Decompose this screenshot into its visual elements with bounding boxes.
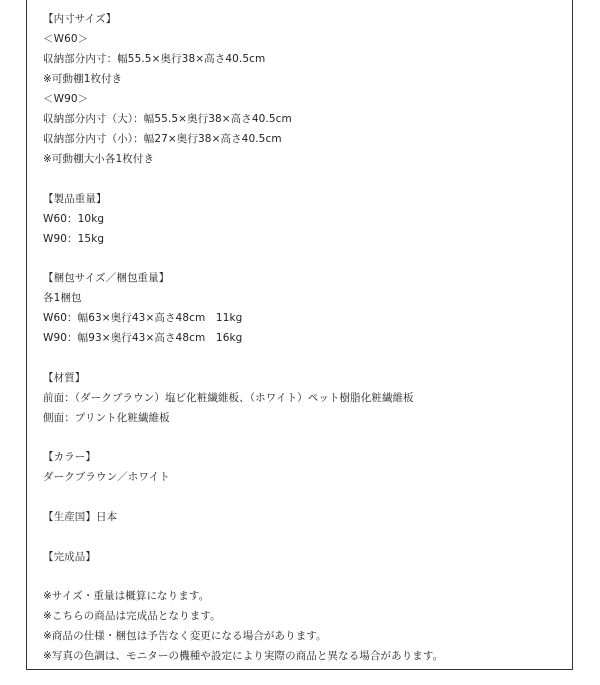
- note-approximate: ※サイズ・重量は概算になります。: [43, 590, 210, 603]
- w60-package: W60：幅63×奥行43×高さ48cm 11kg: [43, 312, 243, 325]
- spacer: [43, 567, 563, 587]
- material-front: 前面：（ダークブラウン）塩ビ化粧繊維板、（ホワイト）ペット樹脂化粧繊維板: [43, 391, 414, 404]
- assembly-heading: 【完成品】: [43, 550, 96, 563]
- w60-label: ＜W60＞: [43, 33, 89, 45]
- origin-line: 【生産国】日本: [43, 510, 118, 523]
- note-spec-change: ※商品の仕様・梱包は予告なく変更になる場合があります。: [43, 630, 327, 643]
- w90-label: ＜W90＞: [43, 93, 89, 105]
- spacer: [43, 487, 563, 507]
- spacer: [43, 348, 563, 368]
- note-assembled: ※こちらの商品は完成品となります。: [43, 610, 221, 623]
- w60-shelf-note: ※可動棚1枚付き: [43, 73, 123, 85]
- material-heading: 【材質】: [43, 371, 86, 384]
- package-count: 各1梱包: [43, 292, 82, 305]
- material-side: 側面：プリント化粧繊維板: [43, 411, 170, 424]
- w90-package: W90：幅93×奥行43×高さ48cm 16kg: [43, 332, 243, 345]
- w60-weight: W60：10kg: [43, 212, 105, 225]
- package-heading: 【梱包サイズ／梱包重量】: [43, 272, 170, 285]
- w90-storage-small-size: 収納部分内寸（小）：幅27×奥行38×高さ40.5cm: [43, 133, 282, 145]
- spec-body: [43, 9, 563, 666]
- spacer: [43, 428, 563, 448]
- spacer: [43, 527, 563, 547]
- note-color-tone: ※写真の色調は、モニターの機種や設定により実際の商品と異なる場合があります。: [43, 650, 444, 663]
- w90-weight: W90：15kg: [43, 232, 105, 245]
- color-heading: 【カラー】: [43, 451, 96, 464]
- w90-storage-large-size: 収納部分内寸（大）：幅55.5×奥行38×高さ40.5cm: [43, 113, 292, 125]
- product-weight-heading: 【製品重量】: [43, 192, 107, 205]
- inner-size-heading: 【内寸サイズ】: [43, 13, 117, 25]
- color-values: ダークブラウン／ホワイト: [43, 471, 170, 484]
- spacer: [43, 249, 563, 269]
- w60-storage-size: 収納部分内寸：幅55.5×奥行38×高さ40.5cm: [43, 53, 266, 65]
- spacer: [43, 169, 563, 189]
- w90-shelf-note: ※可動棚大小各1枚付き: [43, 153, 155, 165]
